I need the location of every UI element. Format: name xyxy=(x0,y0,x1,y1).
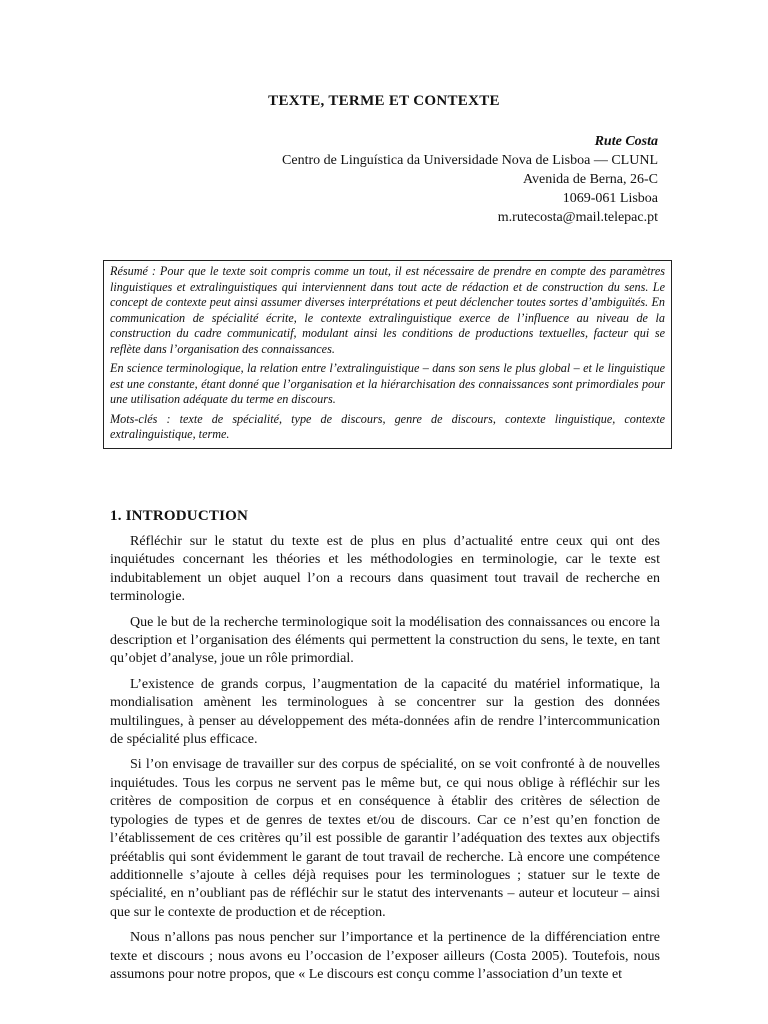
body-text xyxy=(110,533,660,991)
author-name: Rute Costa xyxy=(594,134,658,149)
author-block xyxy=(282,132,658,227)
abstract-keywords: Mots-clés : texte de spécialité, type de discours, genre de discours, contexte linguistique, contexte extralinguistique, terme. xyxy=(110,411,665,441)
author-email: m.rutecosta@mail.telepac.pt xyxy=(497,210,658,225)
affiliation-line: 1069-061 Lisboa xyxy=(562,191,658,206)
body-paragraph: Que le but de la recherche terminologique soit la modélisation des connaissances ou encore la description et l’organisation des éléments qui permettent la construction du sens, le texte, en tant qu’objet d’analyse, joue un rôle primordial. xyxy=(110,614,660,667)
body-paragraph: Nous n’allons pas nous pencher sur l’importance et la pertinence de la différenciation entre texte et discours ; nous avons eu l’occasion de l’exposer ailleurs (Costa 2005). Toutefois, nous assumons pour notre propos, que « Le discours est conçu comme l’association d’un texte et xyxy=(110,930,660,982)
affiliation-line: Centro de Linguística da Universidade Nova de Lisboa — CLUNL xyxy=(282,153,658,168)
abstract-paragraph: En science terminologique, la relation entre l’extralinguistique – dans son sens le plus global – et le linguistique est une constante, étant donné que l’organisation et la hiérarchisation des connaissances sont primordiales pour une utilisation adéquate du terme en discours. xyxy=(110,361,665,406)
abstract-resume: Résumé : Pour que le texte soit compris comme un tout, il est nécessaire de prendre en compte des paramètres linguistiques et extralinguistiques qui interviennent dans tout acte de rédaction et de construction du sens. Le concept de contexte peut ainsi assumer diverses interprétations et peut déclencher toutes sortes d’ambiguïtés. En communication de spécialité écrite, le contexte extralinguistique exerce de l’influence au niveau de la construction du cadre communicatif, modulant ainsi les conditions de productions textuelles, facteur qui se reflète dans l’organisation des connaissances. xyxy=(110,264,665,356)
body-paragraph: Si l’on envisage de travailler sur des corpus de spécialité, on se voit confronté à de nouvelles inquiétudes. Tous les corpus ne servent pas le même but, ce qui nous oblige à réfléchir sur les critères de composition de corpus et en conséquence à établir des critères de sélection de typologies de types et de genres de textes et/ou de discours. Car ce n’est qu’en fonction de l’établissement de ces critères qu’il est possible de garantir l’adéquation des textes aux objectifs préétablis qui sont évidemment le garant de tout travail de recherche. Là encore une compétence additionnelle s’ajoute à celles déjà requises pour les terminologues ; statuer sur le texte de spécialité, en n’oubliant pas de réfléchir sur le statut des intervenants – auteur et locuteur – ainsi que sur le contexte de production et de réception. xyxy=(110,757,660,920)
body-paragraph: Réfléchir sur le statut du texte est de plus en plus d’actualité entre ceux qui ont des inquiétudes concernant les théories et les méthodologies en terminologie, car le texte est indubitablement un objet auquel l’on a recours dans quasiment tout travail de recherche en terminologie. xyxy=(110,534,660,605)
abstract-box xyxy=(103,260,672,449)
section-heading: 1. INTRODUCTION xyxy=(110,508,249,524)
paper-title: TEXTE, TERME ET CONTEXTE xyxy=(268,93,500,109)
body-paragraph: L’existence de grands corpus, l’augmentation de la capacité du matériel informatique, la mondialisation amènent les terminologues à se concentrer sur la gestion des données multilingues, à penser au développement des méta-données afin de rendre l’intercommunication de spécialité plus efficace. xyxy=(110,676,660,748)
affiliation-line: Avenida de Berna, 26-C xyxy=(522,172,658,187)
